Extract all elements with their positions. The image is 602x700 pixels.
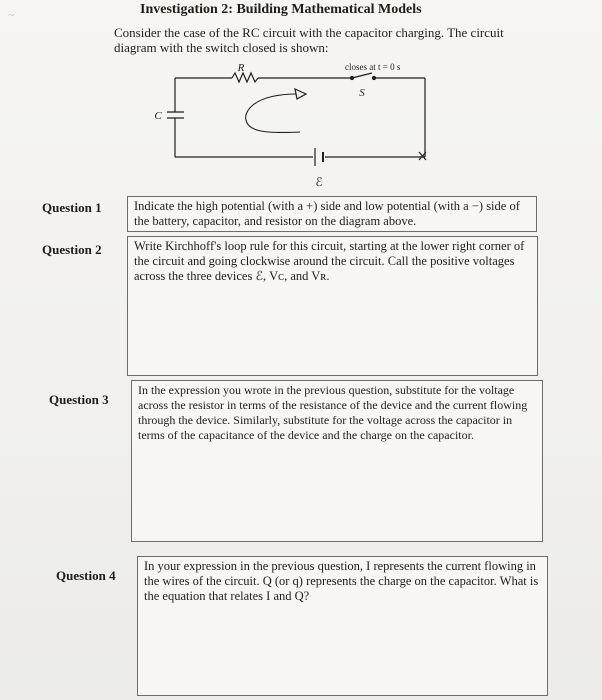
- switch-label: S: [359, 87, 365, 99]
- question-2-label: Question 2: [42, 242, 102, 257]
- question-4-label: Question 4: [56, 568, 116, 583]
- question-2-box[interactable]: [127, 236, 538, 376]
- question-1-label: Question 1: [42, 200, 102, 215]
- resistor-symbol: [232, 73, 258, 82]
- rc-circuit-diagram: [140, 60, 440, 195]
- question-4-text: In your expression in the previous question, I represents the current flowing in the wires of the circuit. Q (or q) represents the charge on the capacitor. What is the equation that relates I and Q?: [144, 559, 539, 603]
- question-1-box[interactable]: [127, 196, 537, 232]
- question-1-text: Indicate the high potential (with a +) side and low potential (with a −) side of the battery, capacitor, and resistor on the diagram above.: [134, 199, 520, 228]
- question-3-text: In the expression you wrote in the previous question, substitute for the voltage across the resistor in terms of the resistance of the device and the current flowing through the device. Similarly, substitute for the voltage across the capacitor in terms of the capacitance of the device and the charge on the capacitor.: [138, 383, 528, 442]
- bleed-through-text: ~: [8, 8, 15, 22]
- question-3-label: Question 3: [49, 392, 109, 407]
- switch-lever: [352, 73, 372, 78]
- battery-emf-label: ℰ: [315, 175, 323, 189]
- resistor-label: R: [237, 62, 245, 74]
- clockwise-loop-arrow: [246, 94, 300, 133]
- question-3-box[interactable]: [131, 380, 543, 542]
- page-title: Investigation 2: Building Mathematical Models: [140, 2, 422, 17]
- question-4-box[interactable]: [137, 556, 548, 696]
- switch-close-time: closes at t = 0 s: [345, 62, 401, 72]
- intro-paragraph: Consider the case of the RC circuit with the capacitor charging. The circuit diagram with the switch closed is shown:: [114, 25, 504, 55]
- question-2-text: Write Kirchhoff's loop rule for this circuit, starting at the lower right corner of the circuit and going clockwise around the circuit. Call the positive voltages across the three devices ℰ, Vᴄ, and Vʀ.: [134, 239, 525, 283]
- capacitor-label: C: [154, 110, 162, 122]
- loop-arrow-head: [295, 89, 306, 99]
